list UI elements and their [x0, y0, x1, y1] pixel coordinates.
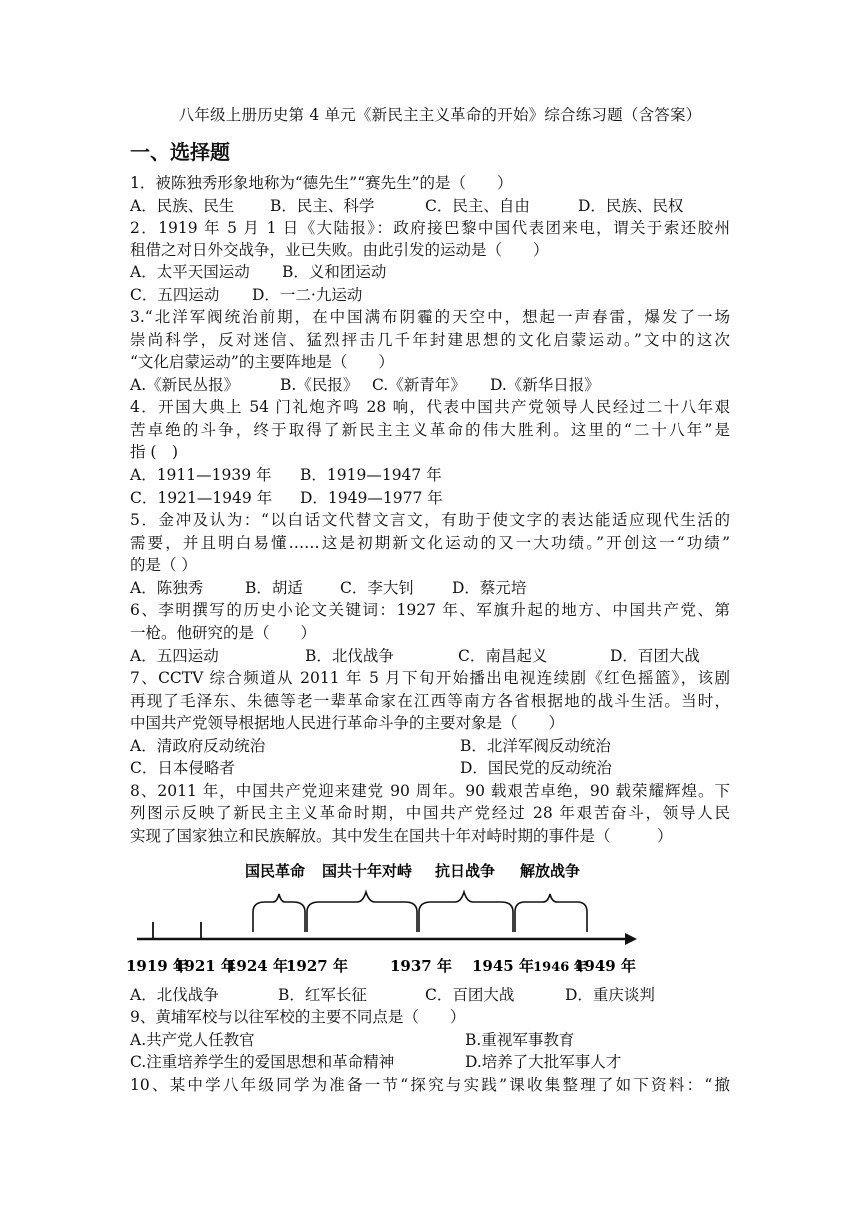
q7-option-a: A．清政府反动统治 — [130, 737, 266, 755]
q2-stem-line1: 2．1919 年 5 月 1 日《大陆报》：政府接巴黎中国代表团来电，谓关于索还胶州 — [130, 219, 730, 237]
q3-stem-line1: 3.“北洋军阀统治前期，在中国满布阴霾的天空中，想起一声春雷，爆发了一场 — [130, 308, 730, 326]
timeline-diagram — [125, 852, 645, 982]
q6-stem-line1: 6、李明撰写的历史小论文关键词：1927 年、军旗升起的地方、中国共产党、第 — [130, 601, 730, 619]
q7-stem-line2: 再现了毛泽东、朱德等老一辈革命家在江西等南方各省根据地的战斗生活。当时， — [130, 692, 730, 710]
year-label-1946: 1946 年 — [533, 960, 587, 975]
q8-option-a: A．北伐战争 — [130, 986, 219, 1004]
timeline-arrow-icon — [625, 933, 637, 945]
timeline-braces — [253, 892, 587, 932]
q5-stem-line2: 需要，并且明白易懂……这是初期新文化运动的又一大功绩。”开创这一“功绩” — [130, 534, 730, 552]
q1-option-c: C．民主、自由 — [425, 197, 530, 215]
year-label-1919: 1919 年 — [126, 957, 188, 975]
q8-option-b: B．红军长征 — [278, 986, 367, 1004]
q9-option-c: C.注重培养学生的爱国思想和革命精神 — [130, 1053, 395, 1071]
q7-stem-line1: 7、CCTV 综合频道从 2011 年 5 月下旬开始播出电视连续剧《红色摇篮》，该剧 — [130, 669, 730, 687]
q2-option-b: B．义和团运动 — [282, 263, 387, 281]
q4-option-c: C．1921—1949 年 — [130, 489, 273, 507]
year-label-1945: 1945 年 — [472, 957, 534, 975]
q4-option-b: B．1919—1947 年 — [300, 466, 442, 484]
q5-option-c: C．李大钊 — [340, 579, 414, 597]
period-label-liberation-war: 解放战争 — [519, 862, 581, 880]
q2-option-a: A．太平天国运动 — [130, 263, 250, 281]
q9-stem: 9、黄埔军校与以往军校的主要不同点是（ ） — [130, 1008, 466, 1026]
q5-option-d: D．蔡元培 — [452, 579, 527, 597]
q4-option-d: D．1949—1977 年 — [300, 489, 443, 507]
period-label-ten-year-confrontation: 国共十年对峙 — [321, 862, 413, 880]
q10-stem-line1: 10、某中学八年级同学为准备一节“探究与实践”课收集整理了如下资料：“撤 — [130, 1076, 730, 1094]
section-heading: 一、选择题 — [130, 140, 230, 164]
q3-stem-line3: “文化启蒙运动”的主要阵地是（ ） — [130, 353, 394, 371]
timeline-ticks — [153, 922, 201, 939]
q3-stem-line2: 崇尚科学，反对迷信、猛烈抨击几千年封建思想的文化启蒙运动。”文中的这次 — [130, 331, 730, 349]
q4-stem-line2: 苦卓绝的斗争，终于取得了新民主主义革命的伟大胜利。这里的“二十八年”是 — [130, 421, 730, 439]
q6-option-b: B．北伐战争 — [305, 647, 394, 665]
q7-option-b: B．北洋军阀反动统治 — [460, 737, 611, 755]
year-label-1937: 1937 年 — [390, 957, 452, 975]
q3-option-d: D.《新华日报》 — [490, 376, 600, 394]
period-label-national-revolution: 国民革命 — [244, 862, 306, 880]
year-label-1927: 1927 年 — [286, 957, 348, 975]
q2-option-c: C．五四运动 — [130, 286, 220, 304]
q6-option-c: C．南昌起义 — [458, 647, 548, 665]
year-label-1921: 1921 年 — [174, 957, 236, 975]
q1-stem: 1．被陈独秀形象地称为“德先生”“赛先生”的是（ ） — [130, 174, 513, 192]
q1-option-a: A．民族、民生 — [130, 197, 235, 215]
q8-stem-line1: 8、2011 年，中国共产党迎来建党 90 周年。90 载艰苦卓绝，90 载荣耀辉煌。下 — [130, 782, 730, 800]
q2-stem-line2: 租借之对日外交战争，业已失败。由此引发的运动是（ ） — [130, 241, 549, 259]
q7-option-d: D．国民党的反动统治 — [460, 759, 612, 777]
q8-stem-line2: 列图示反映了新民主主义革命时期，中国共产党经过 28 年艰苦奋斗，领导人民 — [130, 804, 730, 822]
year-label-1924: 1924 年 — [226, 957, 288, 975]
q3-option-a: A.《新民丛报》 — [130, 376, 240, 394]
document-title: 八年级上册历史第 4 单元《新民主主义革命的开始》综合练习题（含答案） — [178, 106, 702, 124]
q5-stem-line1: 5．金冲及认为：“以白话文代替文言文，有助于使文字的表达能适应现代生活的 — [130, 511, 730, 529]
q4-stem-line1: 4．开国大典上 54 门礼炮齐鸣 28 响，代表中国共产党领导人民经过二十八年艰 — [130, 398, 730, 416]
q7-option-c: C．日本侵略者 — [130, 759, 235, 777]
q3-option-b: B.《民报》 — [280, 376, 359, 394]
q7-stem-line3: 中国共产党领导根据地人民进行革命斗争的主要对象是（ ） — [130, 714, 565, 732]
period-label-anti-japanese-war: 抗日战争 — [434, 862, 496, 880]
q5-stem-line3: 的是（ ） — [130, 556, 197, 574]
q6-stem-line2: 一枪。他研究的是（ ） — [130, 624, 317, 642]
q6-option-d: D．百团大战 — [610, 647, 700, 665]
q6-option-a: A．五四运动 — [130, 647, 219, 665]
q9-option-a: A.共产党人任教官 — [130, 1031, 255, 1049]
year-label-1949: 1949 年 — [574, 957, 636, 975]
q4-stem-line3: 指 ( ) — [130, 443, 179, 461]
q3-option-c: C.《新青年》 — [372, 376, 466, 394]
q8-option-c: C．百团大战 — [425, 986, 515, 1004]
q2-option-d: D．一二·九运动 — [252, 286, 363, 304]
q5-option-b: B．胡适 — [245, 579, 303, 597]
q5-option-a: A．陈独秀 — [130, 579, 204, 597]
q9-option-b: B.重视军事教育 — [465, 1031, 575, 1049]
q1-option-b: B．民主、科学 — [270, 197, 375, 215]
q4-option-a: A．1911—1939 年 — [130, 466, 272, 484]
q8-stem-line3: 实现了国家独立和民族解放。其中发生在国共十年对峙时期的事件是（ ） — [130, 827, 673, 845]
q9-option-d: D.培养了大批军事人才 — [465, 1053, 622, 1071]
q1-option-d: D．民族、民权 — [578, 197, 684, 215]
q8-option-d: D．重庆谈判 — [565, 986, 655, 1004]
